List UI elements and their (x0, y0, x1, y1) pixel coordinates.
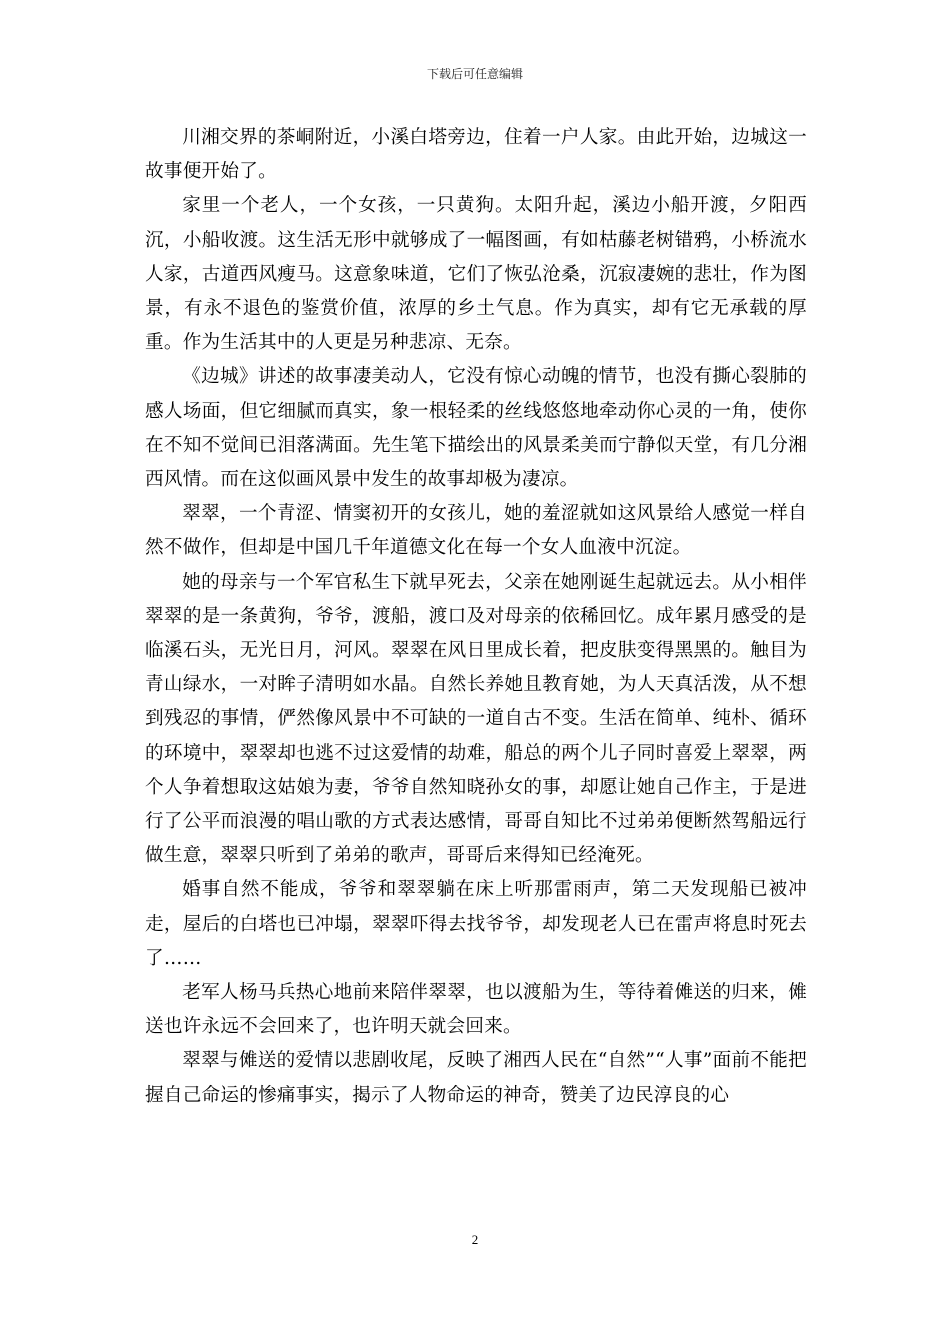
paragraph: 婚事自然不能成，爷爷和翠翠躺在床上听那雷雨声，第二天发现船已被冲走，屋后的白塔也已冲塌，翠翠吓得去找爷爷，却发现老人已在雷声将息时死去了…… (145, 879, 807, 969)
paragraph: 川湘交界的茶峒附近，小溪白塔旁边，住着一户人家。由此开始，边城这一故事便开始了。 (145, 127, 807, 183)
paragraph: 家里一个老人，一个女孩，一只黄狗。太阳升起，溪边小船开渡，夕阳西沉，小船收渡。这生活无形中就够成了一幅图画，有如枯藤老树错鸦，小桥流水人家，古道西风瘦马。这意象味道，它们了恢弘沧桑，沉寂凄婉的悲壮，作为图景，有永不退色的鉴赏价值，浓厚的乡土气息。作为真实，却有它无承载的厚重。作为生活其中的人更是另种悲凉、无奈。 (145, 195, 807, 354)
paragraph: 翠翠与傩送的爱情以悲剧收尾，反映了湘西人民在“自然”“人事”面前不能把握自己命运的惨痛事实，揭示了人物命运的神奇，赞美了边民淳良的心 (145, 1050, 807, 1106)
paragraph: 老军人杨马兵热心地前来陪伴翠翠，也以渡船为生，等待着傩送的归来，傩送也许永远不会回来了，也许明天就会回来。 (145, 982, 807, 1038)
paragraph: 《边城》讲述的故事凄美动人，它没有惊心动魄的情节，也没有撕心裂肺的感人场面，但它细腻而真实，象一根轻柔的丝线悠悠地牵动你心灵的一角，使你在不知不觉间已泪落满面。先生笔下描绘出的风景柔美而宁静似天堂，有几分湘西风情。而在这似画风景中发生的故事却极为凄凉。 (145, 366, 807, 491)
paragraph: 翠翠，一个青涩、情窦初开的女孩儿，她的羞涩就如这风景给人感觉一样自然不做作，但却是中国几千年道德文化在每一个女人血液中沉淀。 (145, 503, 807, 559)
paragraph: 她的母亲与一个军官私生下就早死去，父亲在她刚诞生起就远去。从小相伴翠翠的是一条黄狗，爷爷，渡船，渡口及对母亲的依稀回忆。成年累月感受的是临溪石头，无光日月，河风。翠翠在风日里成长着，把皮肤变得黑黑的。触目为青山绿水，一对眸子清明如水晶。自然长养她且教育她，为人天真活泼，从不想到残忍的事情，俨然像风景中不可缺的一道自古不变。生活在简单、纯朴、循环的环境中，翠翠却也逃不过这爱情的劫难，船总的两个儿子同时喜爱上翠翠，两个人争着想取这姑娘为妻，爷爷自然知晓孙女的事，却愿让她自己作主，于是进行了公平而浪漫的唱山歌的方式表达感情，哥哥自知比不过弟弟便断然驾船远行做生意，翠翠只听到了弟弟的歌声，哥哥后来得知已经淹死。 (145, 571, 807, 867)
page-number: 2 (471, 1232, 479, 1247)
page-header: 下载后可任意编辑 (426, 67, 523, 81)
document-body (145, 121, 807, 1113)
